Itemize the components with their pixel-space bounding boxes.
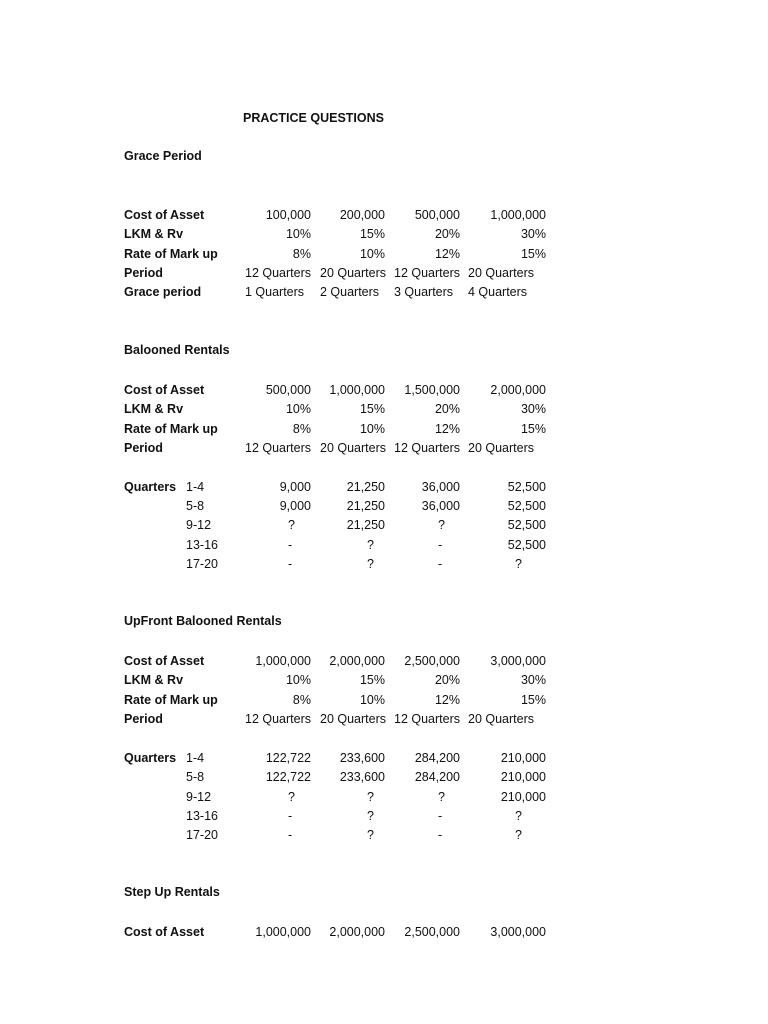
cell: 2,000,000 [329, 925, 385, 939]
balooned-lkm-row [0, 400, 768, 418]
cell: 15% [520, 693, 546, 707]
cell: - [438, 557, 443, 571]
row-label: Cost of Asset [124, 383, 205, 397]
cell: 1,000,000 [255, 654, 311, 668]
cell: 20% [434, 227, 460, 241]
balooned-quarter-row [0, 536, 768, 554]
cell: ? [367, 828, 374, 842]
cell: 15% [520, 422, 546, 436]
cell: 2,500,000 [404, 925, 460, 939]
quarter-range: 17-20 [186, 828, 218, 842]
cell: 8% [292, 422, 311, 436]
cell: 122,722 [265, 770, 311, 784]
cell: 200,000 [339, 208, 385, 222]
cell: 20 Quarters [468, 712, 535, 726]
upfront-quarter-row [0, 826, 768, 844]
quarter-range: 1-4 [186, 480, 205, 494]
cell: 10% [285, 402, 311, 416]
cell: 30% [520, 673, 546, 687]
cell: 20% [434, 673, 460, 687]
cell: 15% [359, 673, 385, 687]
quarter-range: 9-12 [186, 518, 212, 532]
cell: 21,250 [346, 480, 385, 494]
cell: 15% [359, 227, 385, 241]
cell: 12 Quarters [394, 712, 461, 726]
cell: 21,250 [346, 499, 385, 513]
cell: - [288, 538, 293, 552]
cell: 9,000 [279, 499, 311, 513]
cell: 20 Quarters [468, 441, 535, 455]
balooned-rate-row [0, 420, 768, 438]
cell: 1,500,000 [404, 383, 460, 397]
cell: ? [515, 809, 522, 823]
grace-period-row [0, 264, 768, 282]
cell: 8% [292, 247, 311, 261]
cell: 12 Quarters [245, 266, 312, 280]
row-label: Cost of Asset [124, 654, 205, 668]
cell: - [438, 809, 443, 823]
cell: - [288, 809, 293, 823]
quarters-label: Quarters [124, 751, 177, 765]
cell: 10% [285, 673, 311, 687]
cell: - [288, 557, 293, 571]
cell: 1,000,000 [329, 383, 385, 397]
cell: 2 Quarters [320, 285, 380, 299]
quarter-range: 5-8 [186, 770, 205, 784]
cell: 20 Quarters [320, 712, 387, 726]
cell: 20 Quarters [320, 441, 387, 455]
cell: ? [367, 809, 374, 823]
row-label: Period [124, 266, 163, 280]
row-label: Rate of Mark up [124, 422, 218, 436]
cell: 12% [434, 422, 460, 436]
grace-cost-row [0, 206, 768, 224]
cell: - [438, 538, 443, 552]
cell: 10% [359, 422, 385, 436]
upfront-lkm-row [0, 671, 768, 689]
stepup-heading: Step Up Rentals [124, 885, 220, 899]
cell: ? [288, 518, 295, 532]
stepup-cost-row [0, 923, 768, 941]
cell: 3,000,000 [490, 925, 546, 939]
upfront-quarter-row [0, 749, 768, 767]
grace-heading: Grace Period [124, 149, 202, 163]
quarter-range: 9-12 [186, 790, 212, 804]
balooned-quarter-row [0, 497, 768, 515]
cell: 10% [285, 227, 311, 241]
cell: 21,250 [346, 518, 385, 532]
cell: 2,500,000 [404, 654, 460, 668]
row-label: Period [124, 441, 163, 455]
cell: 1 Quarters [245, 285, 305, 299]
row-label: Grace period [124, 285, 202, 299]
balooned-quarter-row [0, 555, 768, 573]
cell: 12% [434, 693, 460, 707]
cell: ? [367, 790, 374, 804]
cell: 36,000 [421, 480, 460, 494]
row-label: Rate of Mark up [124, 693, 218, 707]
row-label: Rate of Mark up [124, 247, 218, 261]
quarter-range: 13-16 [186, 538, 218, 552]
cell: 52,500 [507, 499, 546, 513]
cell: 3 Quarters [394, 285, 454, 299]
cell: 52,500 [507, 538, 546, 552]
row-label: LKM & Rv [124, 227, 184, 241]
balooned-period-row [0, 439, 768, 457]
cell: 500,000 [414, 208, 460, 222]
cell: ? [438, 790, 445, 804]
balooned-heading: Balooned Rentals [124, 343, 230, 357]
cell: 233,600 [339, 770, 385, 784]
cell: 122,722 [265, 751, 311, 765]
cell: 210,000 [500, 770, 546, 784]
cell: ? [367, 557, 374, 571]
row-label: Cost of Asset [124, 925, 205, 939]
cell: 210,000 [500, 790, 546, 804]
cell: 2,000,000 [329, 654, 385, 668]
cell: 15% [359, 402, 385, 416]
cell: 210,000 [500, 751, 546, 765]
quarters-label: Quarters [124, 480, 177, 494]
cell: 284,200 [414, 751, 460, 765]
row-label: LKM & Rv [124, 673, 184, 687]
cell: 20 Quarters [468, 266, 535, 280]
cell: 30% [520, 227, 546, 241]
cell: 12 Quarters [394, 266, 461, 280]
cell: 30% [520, 402, 546, 416]
cell: 12 Quarters [245, 712, 312, 726]
page-title: PRACTICE QUESTIONS [243, 111, 384, 125]
cell: 20 Quarters [320, 266, 387, 280]
cell: 4 Quarters [468, 285, 528, 299]
upfront-quarter-row [0, 768, 768, 786]
grace-lkm-row [0, 225, 768, 243]
quarter-range: 5-8 [186, 499, 205, 513]
quarter-range: 17-20 [186, 557, 218, 571]
cell: 52,500 [507, 480, 546, 494]
cell: 8% [292, 693, 311, 707]
cell: 12 Quarters [245, 441, 312, 455]
cell: 10% [359, 693, 385, 707]
row-label: LKM & Rv [124, 402, 184, 416]
cell: 233,600 [339, 751, 385, 765]
cell: ? [288, 790, 295, 804]
cell: 500,000 [265, 383, 311, 397]
upfront-heading: UpFront Balooned Rentals [124, 614, 282, 628]
cell: 2,000,000 [490, 383, 546, 397]
cell: 10% [359, 247, 385, 261]
cell: 20% [434, 402, 460, 416]
cell: 15% [520, 247, 546, 261]
cell: ? [438, 518, 445, 532]
balooned-quarter-row [0, 516, 768, 534]
balooned-quarter-row [0, 478, 768, 496]
balooned-cost-row [0, 381, 768, 399]
grace-rate-row [0, 245, 768, 263]
cell: 12% [434, 247, 460, 261]
cell: - [288, 828, 293, 842]
upfront-rate-row [0, 691, 768, 709]
row-label: Cost of Asset [124, 208, 205, 222]
cell: ? [515, 828, 522, 842]
upfront-quarter-row [0, 807, 768, 825]
cell: 9,000 [279, 480, 311, 494]
upfront-cost-row [0, 652, 768, 670]
row-label: Period [124, 712, 163, 726]
cell: ? [367, 538, 374, 552]
cell: 36,000 [421, 499, 460, 513]
cell: 1,000,000 [490, 208, 546, 222]
cell: 100,000 [265, 208, 311, 222]
cell: ? [515, 557, 522, 571]
quarter-range: 1-4 [186, 751, 205, 765]
cell: 1,000,000 [255, 925, 311, 939]
cell: 3,000,000 [490, 654, 546, 668]
cell: 12 Quarters [394, 441, 461, 455]
quarter-range: 13-16 [186, 809, 218, 823]
upfront-period-row [0, 710, 768, 728]
cell: 52,500 [507, 518, 546, 532]
cell: - [438, 828, 443, 842]
upfront-quarter-row [0, 788, 768, 806]
grace-grace-row [0, 283, 768, 301]
cell: 284,200 [414, 770, 460, 784]
